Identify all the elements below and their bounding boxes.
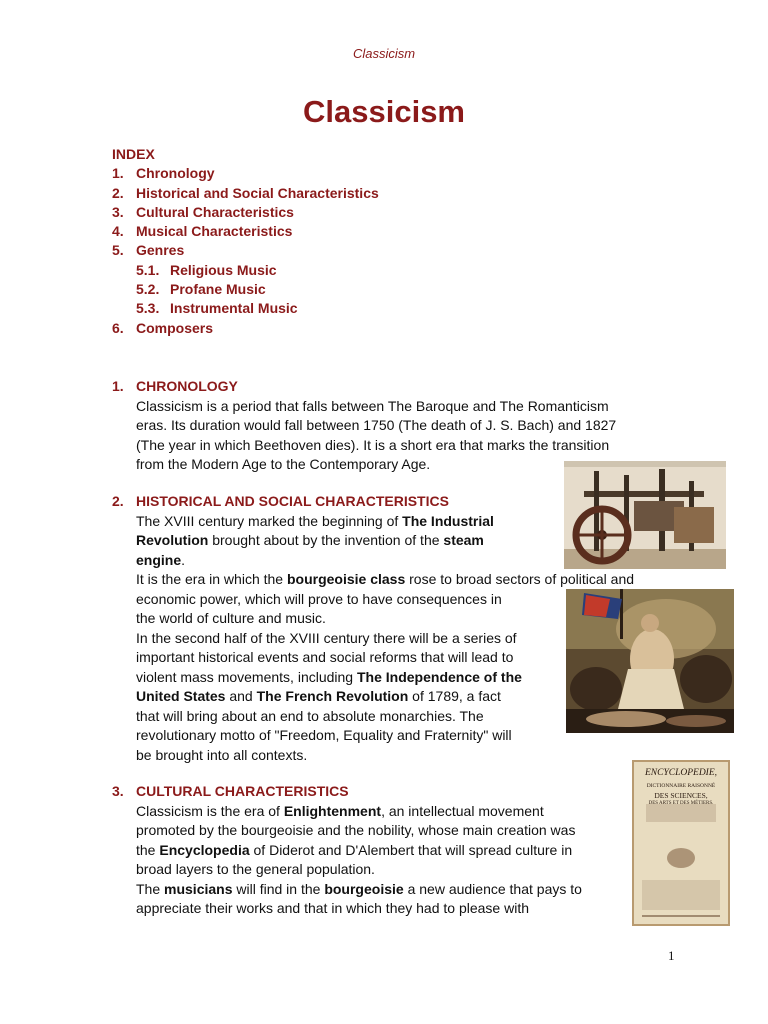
- paragraph-line: eras. Its duration would fall between 1750 (The death of J. S. Bach) and 1827: [136, 417, 617, 433]
- index-item: 6. Composers: [112, 319, 214, 336]
- paragraph-line: In the second half of the XVIII century there will be a series of: [136, 629, 517, 646]
- paragraph-line: the world of culture and music.: [136, 610, 326, 626]
- paragraph-line: engine.: [136, 551, 186, 568]
- paragraph-line: from the Modern Age to the Contemporary Age.: [136, 456, 431, 472]
- section-heading: 2. HISTORICAL AND SOCIAL CHARACTERISTICS: [112, 493, 449, 509]
- paragraph-line: The musicians will find in the bourgeoisie a new audience that pays to: [136, 880, 582, 897]
- index-item: 4. Musical Characteristics: [112, 223, 293, 240]
- paragraph-line: important historical events and social reforms that will lead to: [136, 649, 514, 665]
- paragraph-line: (The year in which Beethoven dies). It is a short era that marks the transition: [136, 436, 610, 453]
- paragraph-line: Classicism is a period that falls between The Baroque and The Romanticism: [136, 397, 609, 414]
- index-item: 2. Historical and Social Characteristics: [112, 184, 379, 201]
- encyclopedie-line: DES SCIENCES,: [654, 791, 708, 800]
- paragraph-line: revolutionary motto of "Freedom, Equality and Fraternity" will: [136, 727, 512, 743]
- page-number: 1: [668, 948, 675, 963]
- paragraph-line: violent mass movements, including The Independence of the: [136, 668, 522, 685]
- paragraph-line: Classicism is the era of Enlightenment, an intellectual movement: [136, 802, 544, 819]
- paragraph-line: United States and The French Revolution of 1789, a fact: [136, 688, 501, 704]
- section-cultural: [112, 782, 632, 919]
- paragraph-line: broad layers to the general population.: [136, 861, 375, 877]
- index: [112, 145, 379, 338]
- running-header: Classicism: [352, 46, 416, 61]
- steam-engine-image: [564, 461, 726, 569]
- paragraph-line: appreciate their works and that in which they had to please with: [136, 900, 530, 916]
- section-heading: 3. CULTURAL CHARACTERISTICS: [112, 783, 349, 799]
- paragraph-line: be brought into all contexts.: [136, 746, 308, 763]
- index-heading: INDEX: [112, 146, 155, 162]
- liberty-painting-image: [566, 589, 734, 733]
- index-item: 3. Cultural Characteristics: [112, 203, 294, 220]
- index-item: 1. Chronology: [112, 165, 215, 182]
- paragraph-line: the Encyclopedia of Diderot and D'Alembert that will spread culture in: [136, 841, 573, 858]
- encyclopedie-line: DES ARTS ET DES MÉTIERS.: [648, 801, 714, 806]
- paragraph-line: economic power, which will prove to have consequences in: [136, 590, 502, 607]
- index-item: 5. Genres: [112, 242, 185, 259]
- section-heading: 1. CHRONOLOGY: [112, 378, 238, 394]
- index-subitem: 5.3. Instrumental Music: [136, 300, 298, 317]
- encyclopedie-image: [632, 760, 730, 926]
- page-title: Classicism: [303, 94, 465, 129]
- paragraph-line: Revolution brought about by the invention of the steam: [136, 532, 484, 548]
- index-subitem: 5.2. Profane Music: [136, 281, 266, 298]
- encyclopedie-title: ENCYCLOPEDIE,: [644, 768, 718, 778]
- index-subitem: 5.1. Religious Music: [136, 261, 277, 278]
- paragraph-line: that will bring about an end to absolute monarchies. The: [136, 707, 484, 724]
- paragraph-line: It is the era in which the bourgeoisie class rose to broad sectors of political and: [136, 571, 635, 587]
- encyclopedie-line: DICTIONNAIRE RAISONNÉ: [646, 783, 716, 789]
- section-chronology: [112, 377, 672, 475]
- paragraph-line: The XVIII century marked the beginning of The Industrial: [136, 512, 494, 529]
- paragraph-line: promoted by the bourgeoisie and the nobility, whose main creation was: [136, 822, 576, 838]
